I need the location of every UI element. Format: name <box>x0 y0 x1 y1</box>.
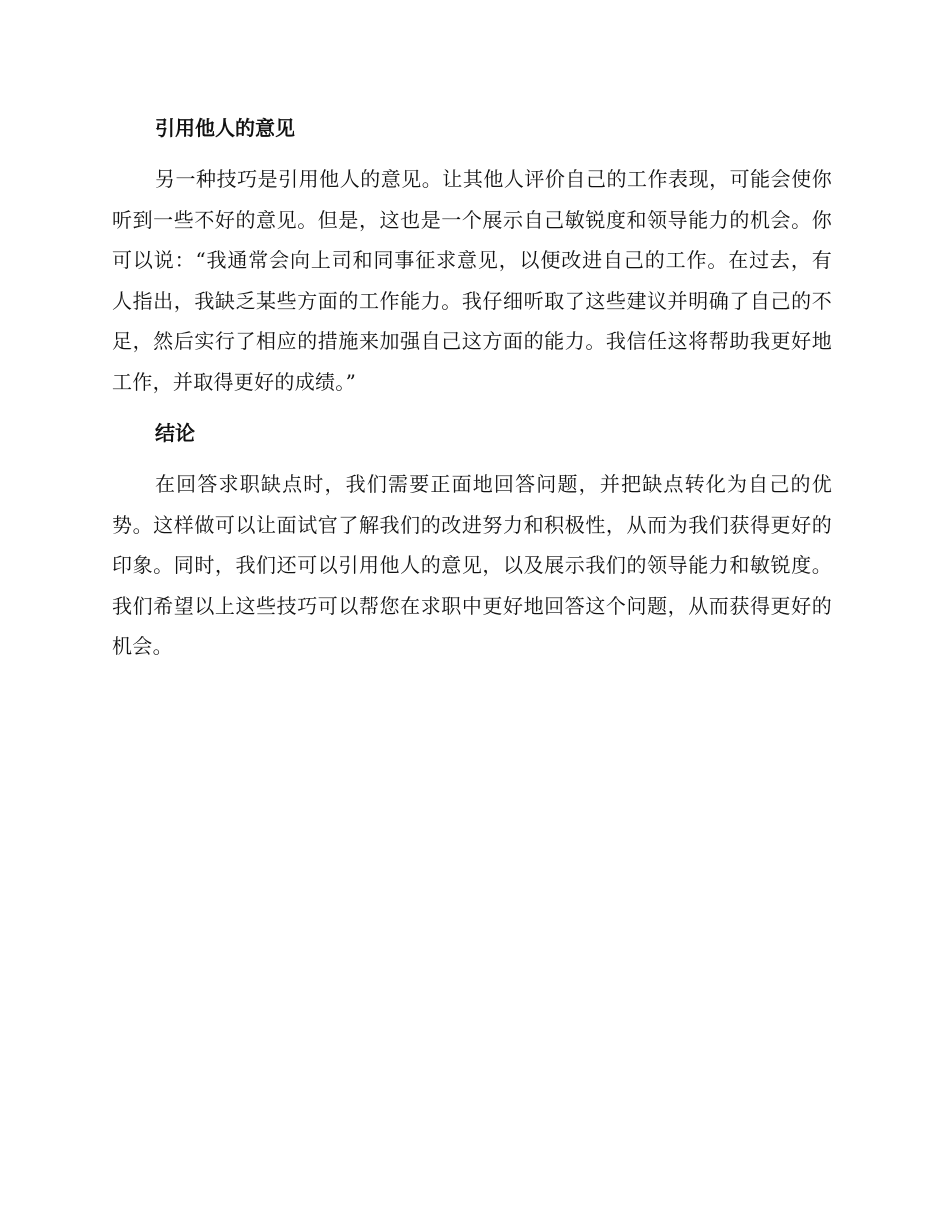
section-heading-quote-others: 引用他人的意见 <box>155 116 295 140</box>
section-paragraph-conclusion: 在回答求职缺点时，我们需要正面地回答问题，并把缺点转化为自己的优势。这样做可以让面试官了解我们的改进努力和积极性，从而为我们获得更好的印象。同时，我们还可以引用他人的意见，以及展示我们的领导能力和敏锐度。我们希望以上这些技巧可以帮您在求职中更好地回答这个问题，从而获得更好的机会。 <box>112 472 832 658</box>
section-paragraph-quote-others: 另一种技巧是引用他人的意见。让其他人评价自己的工作表现，可能会使你听到一些不好的意见。但是，这也是一个展示自己敏锐度和领导能力的机会。你可以说：“我通常会向上司和同事征求意见，以便改进自己的工作。在过去，有人指出，我缺乏某些方面的工作能力。我仔细听取了这些建议并明确了自己的不足，然后实行了相应的措施来加强自己这方面的能力。我信任这将帮助我更好地工作，并取得更好的成绩。” <box>112 167 832 394</box>
document-page <box>112 108 832 678</box>
section-heading-conclusion: 结论 <box>155 421 195 445</box>
